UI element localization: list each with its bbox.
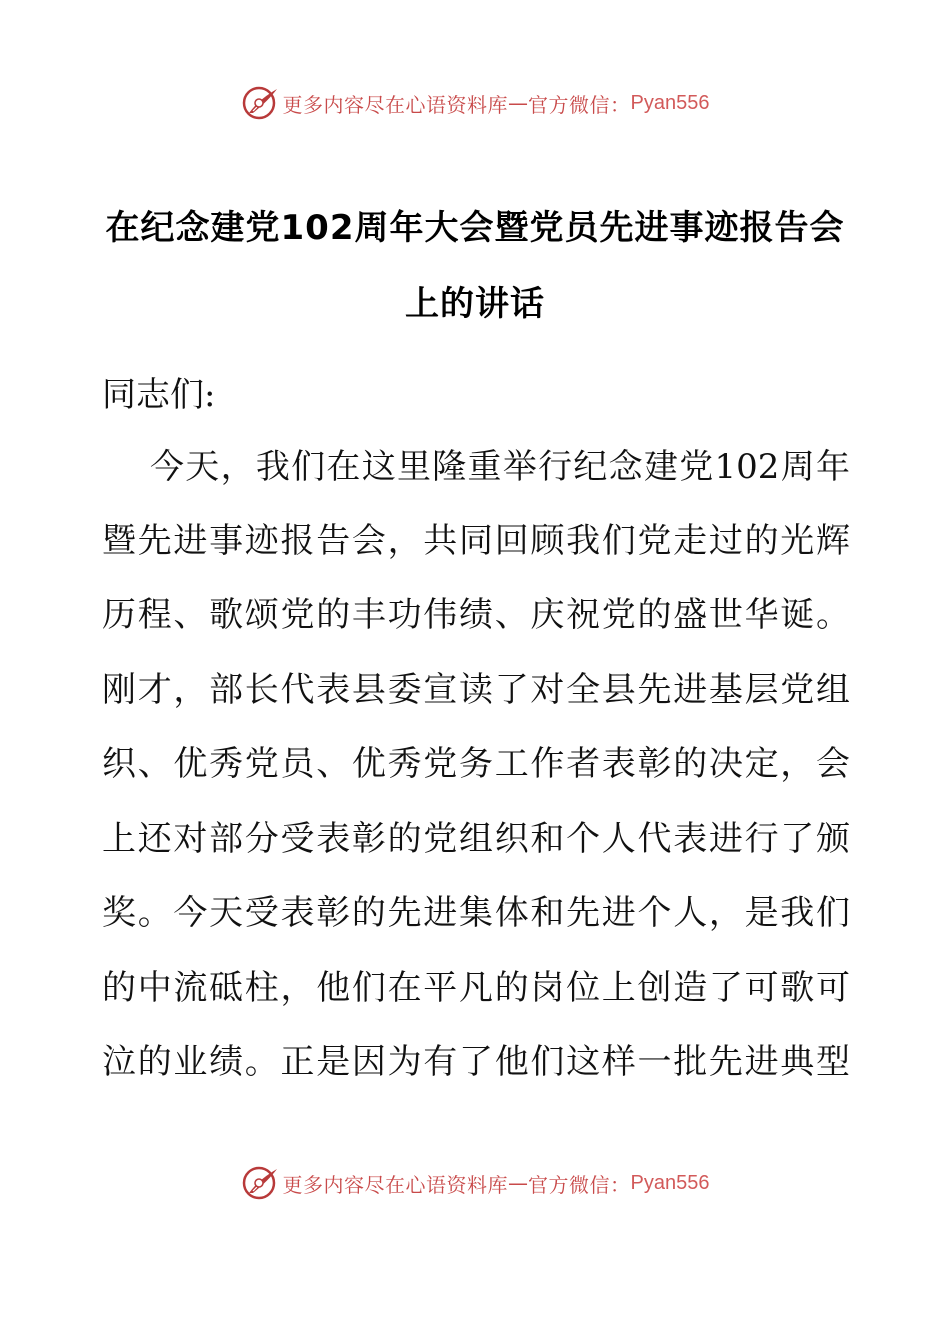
salutation: 同志们: bbox=[102, 375, 216, 415]
document-title-line-2: 上的讲话 bbox=[405, 284, 545, 324]
quill-pen-logo-icon bbox=[241, 1163, 281, 1203]
body-line: 上还对部分受表彰的党组织和个人代表进行了颁 bbox=[102, 819, 850, 859]
document-title-line-1: 在纪念建党102周年大会暨党员先进事迹报告会 bbox=[105, 208, 845, 248]
banner-text: 更多内容尽在心语资料库 bbox=[282, 1172, 509, 1197]
body-line: 今天，我们在这里隆重举行纪念建党102周年 bbox=[150, 447, 850, 487]
banner-separator: — bbox=[508, 91, 529, 115]
body-line: 奖。今天受表彰的先进集体和先进个人，是我们 bbox=[102, 893, 850, 933]
banner-official-label: 官方微信： bbox=[528, 1172, 631, 1197]
body-line: 刚才，部长代表县委宣读了对全县先进基层党组 bbox=[102, 670, 850, 710]
footer-banner bbox=[0, 1161, 950, 1205]
body-line: 的中流砥柱，他们在平凡的岗位上创造了可歌可 bbox=[102, 968, 850, 1008]
body-line: 历程、歌颂党的丰功伟绩、庆祝党的盛世华诞。 bbox=[102, 595, 850, 635]
body-line: 织、优秀党员、优秀党务工作者表彰的决定，会 bbox=[102, 744, 850, 784]
quill-pen-logo-icon bbox=[241, 83, 281, 123]
banner-wechat-id: Pyan556 bbox=[630, 1171, 710, 1194]
header-banner bbox=[0, 81, 950, 125]
body-line: 暨先进事迹报告会，共同回顾我们党走过的光辉 bbox=[102, 521, 850, 561]
banner-separator: — bbox=[508, 1171, 529, 1195]
banner-wechat-id: Pyan556 bbox=[630, 91, 710, 114]
body-line: 泣的业绩。正是因为有了他们这样一批先进典型 bbox=[102, 1042, 850, 1082]
banner-official-label: 官方微信： bbox=[528, 92, 631, 117]
banner-text: 更多内容尽在心语资料库 bbox=[282, 92, 509, 117]
